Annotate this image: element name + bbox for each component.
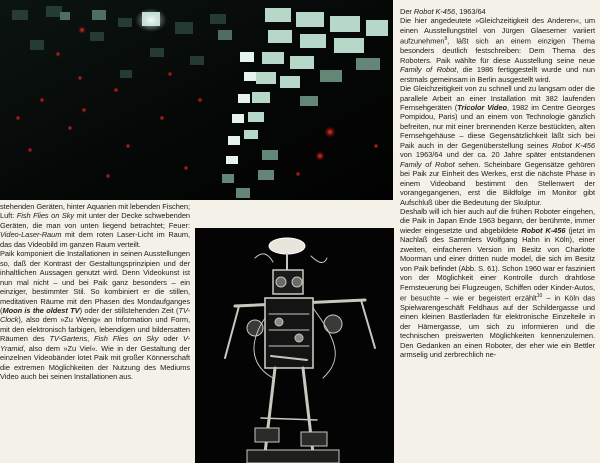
text-run: Paik komponiert die Installationen in seinen Ausstellungen so, daß der Kontrast der Gestaltungsprinzipien und der inhaltlichen Aussagen genutzt wird. Denn Videokunst ist nun mal nicht – und bei Paik ganz besonders – ein einziger, bestimmter Stil. So kombiniert er die stillen, meditativen Räume mit den Phasen des Mondaufganges ( <box>0 249 190 315</box>
robot-sculpture-image <box>195 228 394 463</box>
text-run: , läßt sich an einem einzigen Thema besonders deutlich festschreiben: Dem Thema des Roboters. Paik wählte für diese Ausstellung seine neue <box>400 36 595 65</box>
text-run: Die Gleichzeitigkeit von zu schnell und zu langsam oder die parallele Arbeit an einer Installation mit 382 laufenden Fernsehgeräten ( <box>400 84 595 113</box>
text-run: mit dem roten Laser-Licht im Raum, das das Videobild im ganzen Raum verteilt. <box>0 230 190 249</box>
italic-title: Video-Laser-Raum <box>0 230 62 240</box>
text-run: , <box>87 334 95 344</box>
heading-rest: , 1963/64 <box>455 7 486 16</box>
bold-italic-title: Moon is the oldest TV <box>2 305 80 315</box>
italic-title: Family of Robot <box>400 65 457 75</box>
text-run: – in Köln das Spielwarengeschäft Feldhaus auf der Schildergasse und einen kleinen Bastlerladen für elektronische Einzelteile in der Hämergasse, um sich zu informieren und die technischen preiswerten Möglichkeiten kennenzulernen. Den Gedanken an einen Roboter, der eher wie ein Bettler armselig und zerbrechlich ne- <box>400 293 595 360</box>
text-run: , die 1986 fertiggestellt wurde und nun erstmals gemeinsam in Berlin ausgestellt wird. <box>400 65 595 84</box>
text-run: stehenden Geräten, hinter Aquarien mit lebenden Fischen; Luft: <box>0 202 190 221</box>
right-column-text <box>400 7 595 360</box>
text-run: ) oder der stillstehenden Zeit ( <box>79 305 179 315</box>
text-run: , 1982 im Centre Georges Pompidou, Paris) und an einem von Technologie gänzlich befreiten, nur mit einer brennenden Kerze bestückten, alten Fernsehgehäuse – diese Gegensätzlichkeit läßt sich bei Paik auch in der Gegenüberstellung seines <box>400 103 595 150</box>
text-run: mit unter der Decke schwebenden Geräten, die man von unten liegend betrachtet; Feuer: <box>0 211 190 230</box>
right-paragraph <box>400 84 595 207</box>
text-run: , also dem »Zu Viel«. Wie in der Gestaltung der einzelnen Videobänder lotet Paik mit großer Könnerschaft die extremen Möglichkeiten der Nutzung des Mediums Video auch bei seinen Installationen aus. <box>0 343 190 382</box>
italic-title: Fish Flies on Sky <box>16 211 75 221</box>
photo-robot-k-456 <box>195 228 394 463</box>
heading-italic: Robot K-456 <box>413 7 456 16</box>
italic-title: Fish Flies on Sky <box>94 334 159 344</box>
text-run: ), also dem »Zu Wenig« an Information und Form, mit den elektronisch farbigen, lebendigen und bildersatten Räumen des <box>0 315 190 344</box>
section-heading: Der Robot K-456, 1963/64 <box>400 7 486 16</box>
italic-title: V-Yramid <box>0 334 191 353</box>
bold-italic-title: Tricolor Video <box>457 103 507 113</box>
bold-italic-title: Robot K-456 <box>521 225 566 235</box>
tv-installation-image <box>0 0 393 200</box>
italic-title: Family of Robot <box>400 159 455 169</box>
photo-tv-installation <box>0 0 393 200</box>
text-run: (jetzt im Nachlaß des Sammlers Wolfgang Hahn in Köln), einer zweiten, einfacheren Version im Besitz von Charlotte Moorman und einer dritten nude model, die sich im Besitz von Paik befindet (Abb. S. 61). Schon 1960 war er fasziniert von der Möglichkeit einer Kontrolle durch drahtlose Fernsteuerung bei Flugzeugen, Schiffen oder Kinder-Autos, er besuchte – wie er begeistert erzählt <box>400 225 595 303</box>
right-paragraphs <box>400 16 595 359</box>
italic-title: Robot K-456 <box>552 140 595 150</box>
italic-title: TV-Gartens <box>49 334 88 344</box>
text-run: Die hier angedeutete »Gleichzeitigkeit des Anderen«, um einen Ausstellungstitel von Jürgen Glaesemer variiert aufzunehmen <box>400 16 595 46</box>
text-run: oder <box>158 334 183 344</box>
right-paragraph <box>400 207 595 360</box>
italic-title: TV-Clock <box>0 305 191 325</box>
right-paragraph <box>400 16 595 84</box>
text-run: Deshalb will ich hier auch auf die frühen Roboter eingehen, die Paik in Japan Ende 1963 begann, der berühmte, immer wieder eingesetzte und abgebildete <box>400 207 595 235</box>
footnote-marker: 9 <box>444 36 448 43</box>
left-column-text <box>0 202 190 382</box>
footnote-marker: 10 <box>536 293 543 300</box>
left-paragraph <box>0 202 190 249</box>
text-run: von 1963/64 und der ca. 20 Jahre später entstandenen <box>400 150 595 160</box>
text-run: sehen. Scheinbare Gegensätze gehören bei Paik zur Einheit des Werkes, erst die nächste Phase in einem Videoband bestimmt den Stellenwert der vorangegangenen, erst die Bildfolge im Monitor gibt Aufschluß über die Bedeutung der Skulptur. <box>400 159 595 207</box>
left-paragraph <box>0 249 190 381</box>
